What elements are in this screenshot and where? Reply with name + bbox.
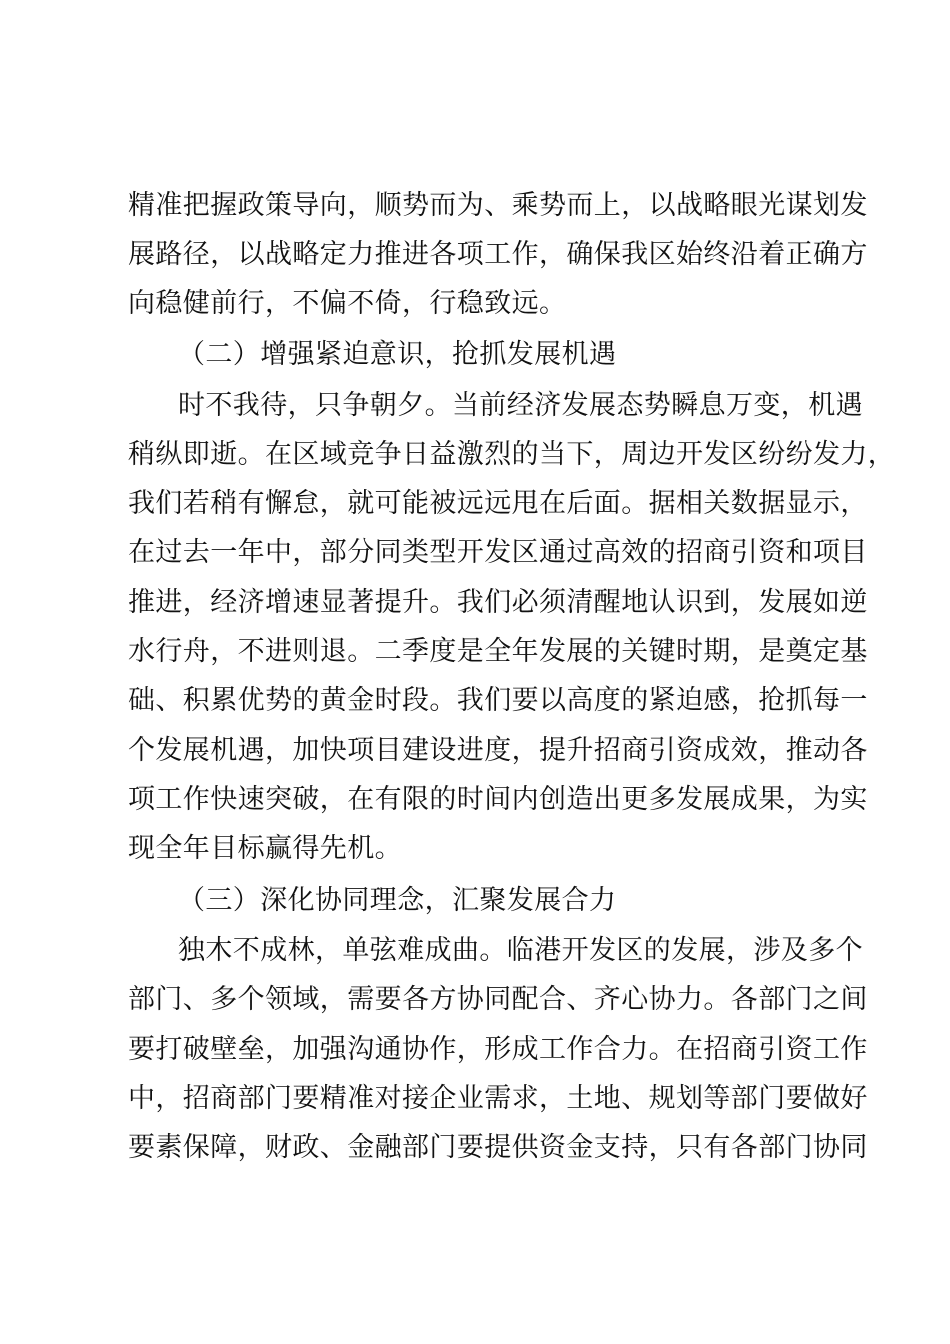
- paragraph-line: 个发展机遇，加快项目建设进度，提升招商引资成效，推动各: [128, 735, 868, 766]
- paragraph-line: 时不我待，只争朝夕。当前经济发展态势瞬息万变，机遇: [178, 390, 863, 421]
- paragraph-line: 础、积累优势的黄金时段。我们要以高度的紧迫感，抢抓每一: [128, 685, 868, 716]
- paragraph-line: 部门、多个领域，需要各方协同配合、齐心协力。各部门之间: [128, 984, 868, 1015]
- section-heading: （二）增强紧迫意识，抢抓发展机遇: [178, 339, 617, 370]
- paragraph-line: 展路径，以战略定力推进各项工作，确保我区始终沿着正确方: [128, 239, 868, 270]
- paragraph-line: 我们若稍有懈怠，就可能被远远甩在后面。据相关数据显示，: [128, 488, 868, 519]
- paragraph-line: 中，招商部门要精准对接企业需求，土地、规划等部门要做好: [128, 1083, 868, 1114]
- paragraph-line: 项工作快速突破，在有限的时间内创造出更多发展成果，为实: [128, 784, 868, 815]
- paragraph-line: 要素保障，财政、金融部门要提供资金支持，只有各部门协同: [128, 1132, 868, 1163]
- paragraph-line: 水行舟，不进则退。二季度是全年发展的关键时期，是奠定基: [128, 636, 868, 667]
- paragraph-line: 现全年目标赢得先机。: [128, 833, 402, 864]
- paragraph-line: 在过去一年中，部分同类型开发区通过高效的招商引资和项目: [128, 537, 868, 568]
- section-heading: （三）深化协同理念，汇聚发展合力: [178, 885, 617, 916]
- paragraph-line: 向稳健前行，不偏不倚，行稳致远。: [128, 288, 567, 319]
- paragraph-line: 独木不成林，单弦难成曲。临港开发区的发展，涉及多个: [178, 935, 863, 966]
- paragraph-line: 推进，经济增速显著提升。我们必须清醒地认识到，发展如逆: [128, 587, 868, 618]
- paragraph-line: 精准把握政策导向，顺势而为、乘势而上，以战略眼光谋划发: [128, 190, 868, 221]
- paragraph-line: 稍纵即逝。在区域竞争日益激烈的当下，周边开发区纷纷发力，: [128, 439, 896, 470]
- paragraph-line: 要打破壁垒，加强沟通协作，形成工作合力。在招商引资工作: [128, 1034, 868, 1065]
